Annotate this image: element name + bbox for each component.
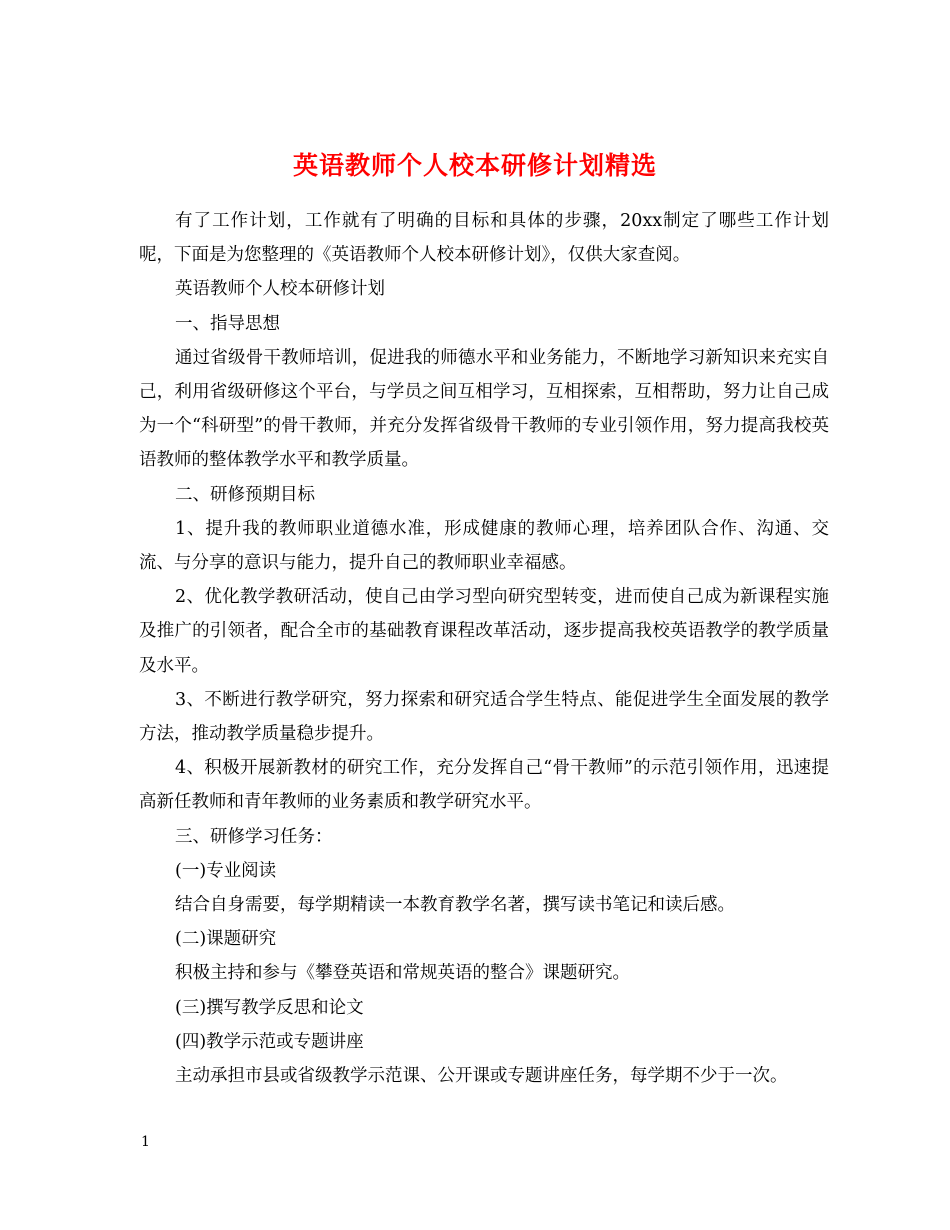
task-heading-reflection: (三)撰写教学反思和论文 — [175, 997, 364, 1018]
document-body — [139, 204, 829, 1093]
goal-item-2: 2、优化教学教研活动，使自己由学习型向研究型转变，进而使自己成为新课程实施及推广的引领者，配合全市的基础教育课程改革活动，逐步提高我校英语教学的教学质量及水平。 — [139, 587, 829, 676]
task-heading-research: (二)课题研究 — [175, 929, 277, 950]
document-title: 英语教师个人校本研修计划精选 — [292, 150, 657, 180]
section-heading-tasks: 三、研修学习任务： — [175, 826, 333, 847]
section-heading-guiding-thought: 一、指导思想 — [175, 313, 280, 334]
goal-item-3: 3、不断进行教学研究，努力探索和研究适合学生特点、能促进学生全面发展的教学方法，推动教学质量稳步提升。 — [139, 689, 829, 745]
page-number: 1 — [141, 1134, 150, 1150]
task-paragraph-research: 积极主持和参与《攀登英语和常规英语的整合》课题研究。 — [175, 963, 630, 984]
section-heading-goals: 二、研修预期目标 — [175, 484, 315, 505]
paragraph-guiding-thought: 通过省级骨干教师培训，促进我的师德水平和业务能力，不断地学习新知识来充实自己，利用省级研修这个平台，与学员之间互相学习，互相探索，互相帮助，努力让自己成为一个“科研型”的骨干教师，并充分发挥省级骨干教师的专业引领作用，努力提高我校英语教师的整体教学水平和教学质量。 — [139, 347, 829, 471]
goal-item-1: 1、提升我的教师职业道德水准，形成健康的教师心理，培养团队合作、沟通、交流、与分享的意识与能力，提升自己的教师职业幸福感。 — [139, 518, 829, 574]
task-paragraph-reading: 结合自身需要，每学期精读一本教育教学名著，撰写读书笔记和读后感。 — [175, 895, 735, 916]
task-heading-demonstration: (四)教学示范或专题讲座 — [175, 1031, 364, 1052]
intro-paragraph: 有了工作计划，工作就有了明确的目标和具体的步骤，20xx制定了哪些工作计划呢，下面是为您整理的《英语教师个人校本研修计划》，仅供大家查阅。 — [139, 211, 829, 266]
plan-subtitle: 英语教师个人校本研修计划 — [175, 279, 385, 300]
task-heading-reading: (一)专业阅读 — [175, 860, 277, 881]
goal-item-4: 4、积极开展新教材的研究工作，充分发挥自己“骨干教师”的示范引领作用，迅速提高新任教师和青年教师的业务素质和教学研究水平。 — [139, 758, 829, 813]
task-paragraph-demonstration: 主动承担市县或省级教学示范课、公开课或专题讲座任务，每学期不少于一次。 — [175, 1066, 788, 1087]
